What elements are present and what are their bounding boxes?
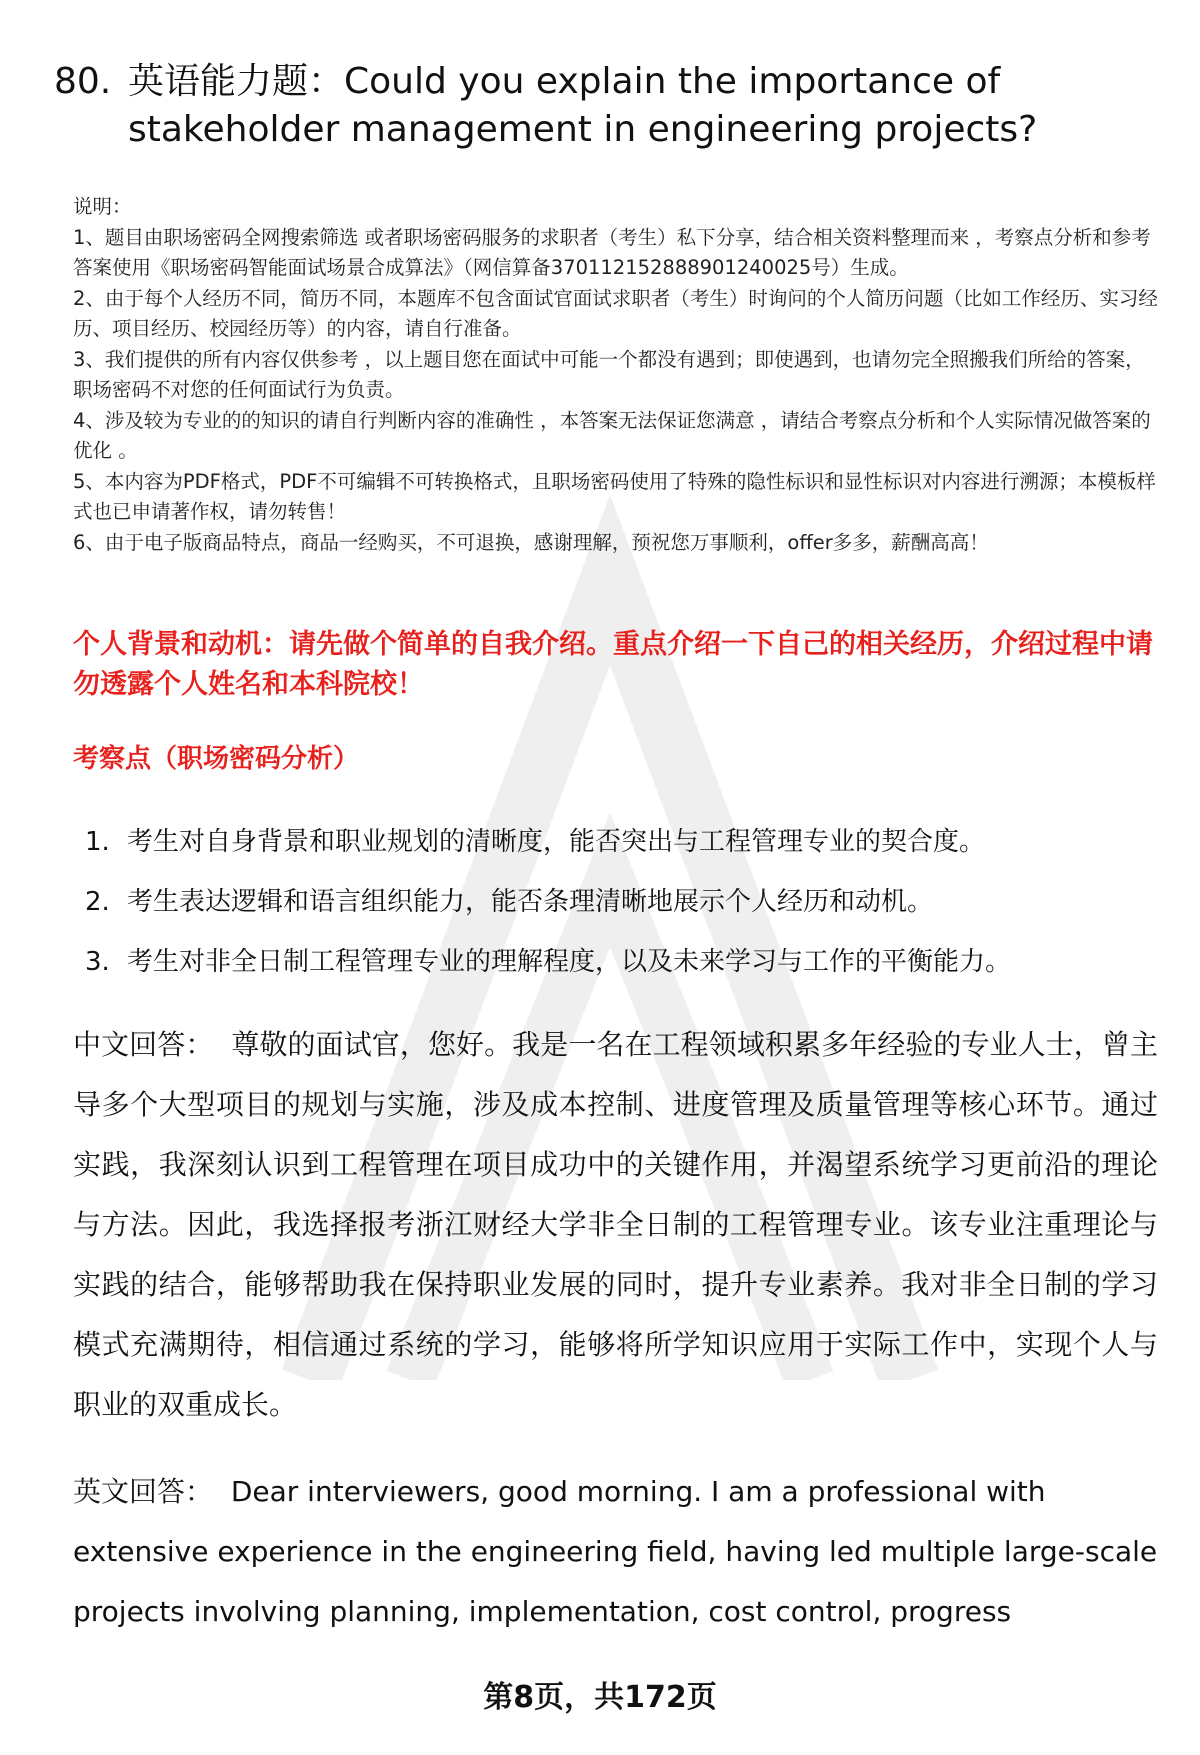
list-text: 考生对非全日制工程管理专业的理解程度，以及未来学习与工作的平衡能力。 (127, 947, 1012, 977)
english-answer (73, 1462, 1158, 1642)
question-number: 80. (54, 61, 112, 102)
list-number: 1. (85, 827, 110, 857)
list-number: 3. (85, 947, 110, 977)
question-text: 英语能力题：Could you explain the importance of stakeholder management in engineering projects? (128, 61, 1038, 150)
note-item: 3、我们提供的所有内容仅供参考 ，以上题目您在面试中可能一个都没有遇到；即使遇到，也请勿完全照搬我们所给的答案，职场密码不对您的任何面试行为负责。 (73, 347, 1145, 401)
notes-heading: 说明： (73, 195, 132, 218)
list-item (85, 932, 1011, 992)
chinese-answer-label: 中文回答： (73, 1028, 214, 1061)
chinese-answer-text: 尊敬的面试官，您好。我是一名在工程领域积累多年经验的专业人士，曾主导多个大型项目的规划与实施，涉及成本控制、进度管理及质量管理等核心环节。通过实践，我深刻认识到工程管理在项目成功中的关键作用，并渴望系统学习更前沿的理论与方法。因此，我选择报考浙江财经大学非全日制的工程管理专业。该专业注重理论与实践的结合，能够帮助我在保持职业发展的同时，提升专业素养。我对非全日制的学习模式充满期待，相信通过系统的学习，能够将所学知识应用于实际工作中，实现个人与职业的双重成长。 (73, 1028, 1158, 1421)
list-item (85, 812, 1011, 872)
analysis-heading: 考察点（职场密码分析） (73, 744, 360, 774)
list-number: 2. (85, 887, 110, 917)
english-answer-label: 英文回答： (73, 1475, 214, 1508)
note-item: 5、本内容为PDF格式，PDF不可编辑不可转换格式，且职场密码使用了特殊的隐性标识和显性标识对内容进行溯源；本模板样式也已申请著作权，请勿转售！ (73, 469, 1156, 523)
question-title (54, 58, 1164, 154)
note-item: 2、由于每个人经历不同，简历不同，本题库不包含面试官面试求职者（考生）时询问的个人简历问题（比如工作经历、实习经历、项目经历、校园经历等）的内容，请自行准备。 (73, 286, 1158, 340)
page-footer: 第8页，共172页 (483, 1680, 717, 1715)
notes-section (73, 192, 1158, 558)
section-heading: 个人背景和动机：请先做个简单的自我介绍。重点介绍一下自己的相关经历，介绍过程中请勿透露个人姓名和本科院校！ (73, 629, 1153, 700)
note-item: 6、由于电子版商品特点，商品一经购买，不可退换，感谢理解，预祝您万事顺利，offer多多，薪酬高高！ (73, 530, 989, 554)
analysis-list (85, 812, 1011, 992)
list-text: 考生对自身背景和职业规划的清晰度，能否突出与工程管理专业的契合度。 (127, 827, 986, 857)
list-item (85, 872, 1011, 932)
note-item: 1、题目由职场密码全网搜索筛选 或者职场密码服务的求职者（考生）私下分享，结合相关资料整理而来 ，考察点分析和参考答案使用《职场密码智能面试场景合成算法》（网信算备370112152888901240025号）生成。 (73, 225, 1151, 279)
chinese-answer (73, 1015, 1158, 1435)
list-text: 考生表达逻辑和语言组织能力，能否条理清晰地展示个人经历和动机。 (127, 887, 934, 917)
english-answer-text: Dear interviewers, good morning. I am a professional with extensive experience in the engineering field, having led multiple large-scale projects involving planning, implementation, cost control, progress (73, 1475, 1158, 1628)
note-item: 4、涉及较为专业的的知识的请自行判断内容的准确性 ，本答案无法保证您满意 ，请结合考察点分析和个人实际情况做答案的优化 。 (73, 408, 1151, 462)
